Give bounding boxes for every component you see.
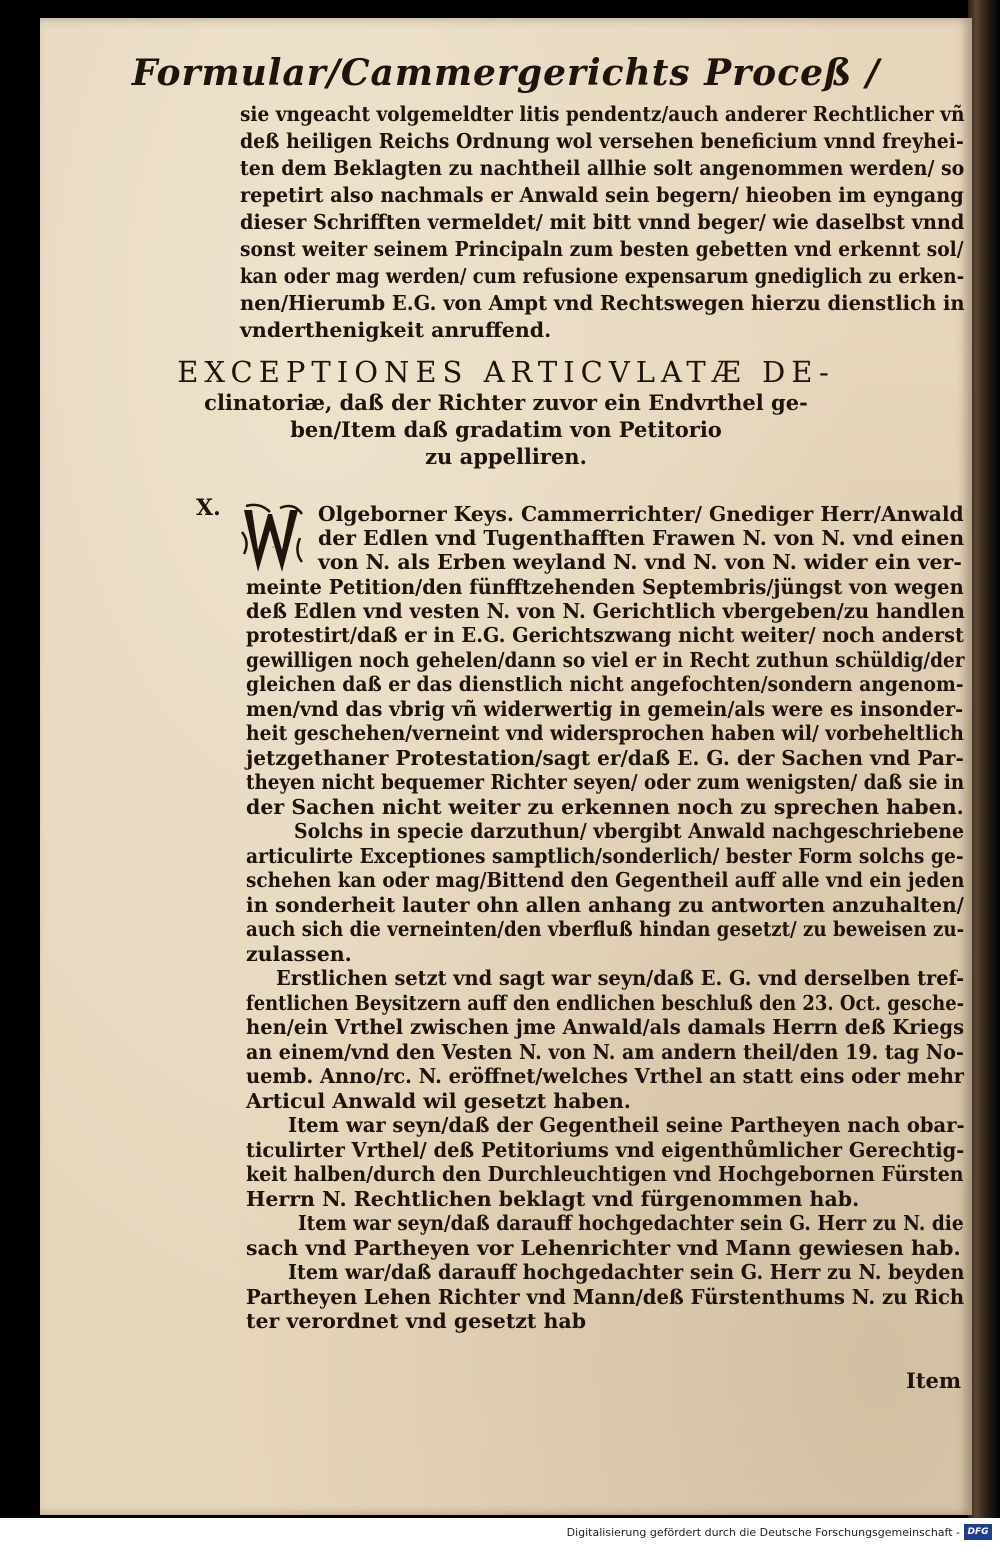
svg-text:W: W xyxy=(272,547,275,549)
text-line: uemb. Anno/rc. N. eröffnet/welches Vrthel an statt eins oder mehr xyxy=(246,1064,965,1088)
text-line: von N. als Erben weyland N. vnd N. von N. wider ein ver- xyxy=(318,550,962,574)
section-heading-line: zu appelliren. xyxy=(425,444,587,469)
page-edge-shadow xyxy=(968,0,1000,1518)
text-line: Articul Anwald wil gesetzt haben. xyxy=(246,1089,631,1113)
text-line: Item war seyn/daß der Gegentheil seine Partheyen nach obar- xyxy=(288,1113,965,1137)
text-line: zulassen. xyxy=(246,942,352,966)
text-line: protestirt/daß er in E.G. Gerichtszwang nicht weiter/ noch anderst xyxy=(246,623,964,647)
section-heading-line: ben/Item daß gradatim von Petitorio xyxy=(290,417,722,442)
text-line: jetzgethaner Protestation/sagt er/daß E. G. der Sachen vnd Par- xyxy=(246,746,964,770)
digitization-credit: Digitalisierung gefördert durch die Deutsche Forschungsgemeinschaft - xyxy=(566,1526,960,1539)
text-line: an einem/vnd den Vesten N. von N. am andern theil/den 19. tag No- xyxy=(246,1040,964,1064)
text-line: gewilligen noch gehelen/dann so viel er in Recht zuthun schüldig/der xyxy=(246,648,965,672)
text-line: auch sich die verneinten/den vberfluß hindan gesetzt/ zu beweisen zu- xyxy=(246,917,965,941)
text-line: ticulirter Vrthel/ deß Petitoriums vnd eigenthůmlicher Gerechtig- xyxy=(246,1138,965,1162)
text-line: Olgeborner Keys. Cammerrichter/ Gnediger Herr/Anwald xyxy=(318,502,964,526)
text-line: Item war seyn/daß darauff hochgedachter sein G. Herr zu N. die xyxy=(298,1211,964,1235)
text-line: vnderthenigkeit anruffend. xyxy=(240,318,552,342)
text-line: gleichen daß er das dienstlich nicht angefochten/sondern angenom- xyxy=(246,672,964,696)
text-line: ten dem Beklagten zu nachtheil allhie solt angenommen werden/ so xyxy=(240,156,965,180)
text-line: Partheyen Lehen Richter vnd Mann/deß Fürstenthums N. zu Rich xyxy=(246,1285,965,1309)
text-line: schehen kan oder mag/Bittend den Gegentheil auff alle vnd ein jeden xyxy=(246,868,965,892)
text-line: fentlichen Beysitzern auff den endlichen beschluß den 23. Oct. gesche- xyxy=(246,991,965,1015)
marginal-note: X. xyxy=(196,495,221,521)
text-line: heit geschehen/verneint vnd widersprochen haben wil/ vorbeheltlich xyxy=(246,721,964,745)
text-line: meinte Petition/den fünfftzehenden Septembris/jüngst von wegen xyxy=(246,575,964,599)
text-line: Solchs in specie darzuthun/ vbergibt Anwald nachgeschriebene xyxy=(294,819,965,843)
text-line: articulirte Exceptiones samptlich/sonderlich/ bester Form solchs ge- xyxy=(246,844,964,868)
text-line: der Edlen vnd Tugenthafften Frawen N. von N. vnd einen xyxy=(318,526,965,550)
catchword: Item xyxy=(906,1368,962,1393)
text-line: dieser Schrifften vermeldet/ mit bitt vnnd beger/ wie daselbst vnnd xyxy=(240,210,965,234)
text-line: deß heiligen Reichs Ordnung wol versehen beneficium vnnd freyhei- xyxy=(240,129,964,153)
running-head: Formular/Cammergerichts Proceß / xyxy=(131,52,881,94)
text-line: Item war/daß darauff hochgedachter sein G. Herr zu N. beyden xyxy=(288,1260,965,1284)
dropcap-initial xyxy=(240,502,304,578)
book-page xyxy=(40,18,972,1515)
text-line: theyen nicht bequemer Richter seyen/ oder zum wenigsten/ daß sie in xyxy=(246,770,965,794)
text-line: nen/Hierumb E.G. von Ampt vnd Rechtswegen hierzu dienstlich in xyxy=(240,291,965,315)
text-line: keit halben/durch den Durchleuchtigen vnd Hochgebornen Fürsten xyxy=(246,1162,964,1186)
section-heading-line: clinatoriæ, daß der Richter zuvor ein Endvrthel ge- xyxy=(204,390,808,415)
text-line: der Sachen nicht weiter zu erkennen noch zu sprechen haben. xyxy=(246,795,964,819)
text-line: Erstlichen setzt vnd sagt war seyn/daß E. G. vnd derselben tref- xyxy=(276,966,965,990)
dfg-logo: DFG xyxy=(964,1524,992,1540)
text-line: sach vnd Partheyen vor Lehenrichter vnd Mann gewiesen hab. xyxy=(246,1236,961,1260)
text-line: Herrn N. Rechtlichen beklagt vnd fürgenommen hab. xyxy=(246,1187,860,1211)
section-heading: EXCEPTIONES ARTICVLATÆ DE- xyxy=(177,355,835,389)
text-line: ter verordnet vnd gesetzt hab xyxy=(246,1309,587,1333)
text-line: deß Edlen vnd vesten N. von N. Gerichtlich vbergeben/zu handlen xyxy=(246,599,965,623)
text-line: kan oder mag werden/ cum refusione expensarum gnediglich zu erken- xyxy=(240,264,965,288)
text-line: hen/ein Vrthel zwischen jme Anwald/als damals Herrn deß Kriegs xyxy=(246,1015,965,1039)
text-line: sonst weiter seinem Principaln zum besten gebetten vnd erkennt sol/ xyxy=(240,237,964,261)
text-line: sie vngeacht volgemeldter litis pendentz/auch anderer Rechtlicher vñ xyxy=(240,102,965,126)
text-line: men/vnd das vbrig vñ widerwertig in gemein/als were es insonder- xyxy=(246,697,964,721)
text-line: in sonderheit lauter ohn allen anhang zu antworten anzuhalten/ xyxy=(246,893,964,917)
text-line: repetirt also nachmals er Anwald sein begern/ hieoben im eyngang xyxy=(240,183,964,207)
